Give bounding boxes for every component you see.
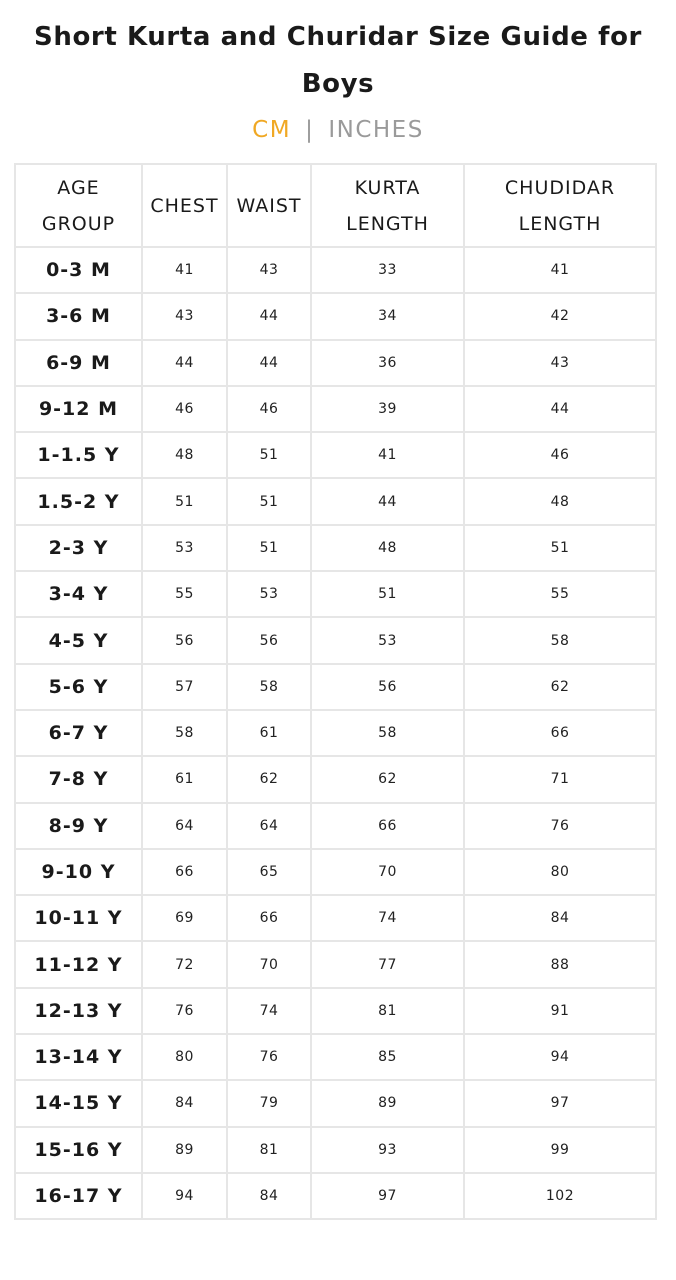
waist-cell: 53	[227, 571, 311, 617]
waist-cell: 62	[227, 756, 311, 802]
table-row	[15, 849, 656, 895]
chudidar-length-cell: 55	[464, 571, 656, 617]
kurta-length-cell: 58	[311, 710, 464, 756]
kurta-length-cell: 44	[311, 478, 464, 524]
chudidar-length-cell: 76	[464, 803, 656, 849]
chudidar-length-cell: 48	[464, 478, 656, 524]
table-row	[15, 988, 656, 1034]
chest-cell: 66	[142, 849, 227, 895]
chudidar-length-cell: 91	[464, 988, 656, 1034]
chest-cell: 76	[142, 988, 227, 1034]
table-row	[15, 617, 656, 663]
age-group-cell: 6-9 M	[15, 340, 142, 386]
kurta-length-cell: 81	[311, 988, 464, 1034]
chest-cell: 55	[142, 571, 227, 617]
chest-cell: 89	[142, 1127, 227, 1173]
age-group-cell: 5-6 Y	[15, 664, 142, 710]
age-group-cell: 1.5-2 Y	[15, 478, 142, 524]
age-group-cell: 2-3 Y	[15, 525, 142, 571]
age-group-cell: 15-16 Y	[15, 1127, 142, 1173]
age-group-cell: 0-3 M	[15, 247, 142, 293]
table-row	[15, 432, 656, 478]
age-group-cell: 7-8 Y	[15, 756, 142, 802]
age-group-cell: 9-12 M	[15, 386, 142, 432]
chudidar-length-cell: 84	[464, 895, 656, 941]
waist-cell: 74	[227, 988, 311, 1034]
table-row	[15, 895, 656, 941]
waist-cell: 51	[227, 478, 311, 524]
table-body	[15, 247, 656, 1219]
kurta-length-cell: 97	[311, 1173, 464, 1219]
chest-cell: 58	[142, 710, 227, 756]
table-row	[15, 756, 656, 802]
waist-cell: 46	[227, 386, 311, 432]
kurta-length-cell: 36	[311, 340, 464, 386]
age-group-cell: 12-13 Y	[15, 988, 142, 1034]
waist-cell: 70	[227, 941, 311, 987]
kurta-length-cell: 77	[311, 941, 464, 987]
chudidar-length-cell: 94	[464, 1034, 656, 1080]
waist-cell: 51	[227, 525, 311, 571]
waist-cell: 81	[227, 1127, 311, 1173]
waist-cell: 76	[227, 1034, 311, 1080]
chudidar-length-cell: 44	[464, 386, 656, 432]
waist-cell: 56	[227, 617, 311, 663]
kurta-length-cell: 62	[311, 756, 464, 802]
page-title: Short Kurta and Churidar Size Guide for Boys	[34, 22, 642, 99]
age-group-cell: 14-15 Y	[15, 1080, 142, 1126]
chudidar-length-cell: 41	[464, 247, 656, 293]
table-header-row	[15, 164, 656, 247]
chudidar-length-cell: 58	[464, 617, 656, 663]
unit-toggle	[0, 112, 676, 148]
table-header	[15, 164, 656, 247]
chudidar-length-cell: 66	[464, 710, 656, 756]
chest-cell: 46	[142, 386, 227, 432]
kurta-length-cell: 56	[311, 664, 464, 710]
kurta-length-cell: 89	[311, 1080, 464, 1126]
waist-cell: 66	[227, 895, 311, 941]
waist-cell: 44	[227, 293, 311, 339]
waist-cell: 65	[227, 849, 311, 895]
table-row	[15, 803, 656, 849]
kurta-length-cell: 66	[311, 803, 464, 849]
table-row	[15, 710, 656, 756]
kurta-length-cell: 34	[311, 293, 464, 339]
chest-cell: 43	[142, 293, 227, 339]
age-group-cell: 10-11 Y	[15, 895, 142, 941]
kurta-length-cell: 93	[311, 1127, 464, 1173]
age-group-cell: 11-12 Y	[15, 941, 142, 987]
waist-cell: 79	[227, 1080, 311, 1126]
age-group-cell: 6-7 Y	[15, 710, 142, 756]
header-age-group: AGE GROUP	[15, 164, 142, 247]
chest-cell: 57	[142, 664, 227, 710]
chest-cell: 61	[142, 756, 227, 802]
waist-cell: 58	[227, 664, 311, 710]
kurta-length-cell: 70	[311, 849, 464, 895]
age-group-cell: 4-5 Y	[15, 617, 142, 663]
chudidar-length-cell: 42	[464, 293, 656, 339]
kurta-length-cell: 74	[311, 895, 464, 941]
chudidar-length-cell: 51	[464, 525, 656, 571]
kurta-length-cell: 51	[311, 571, 464, 617]
age-group-cell: 3-4 Y	[15, 571, 142, 617]
waist-cell: 44	[227, 340, 311, 386]
waist-cell: 51	[227, 432, 311, 478]
header-chest: CHEST	[142, 164, 227, 247]
kurta-length-cell: 48	[311, 525, 464, 571]
chest-cell: 72	[142, 941, 227, 987]
table-row	[15, 941, 656, 987]
chest-cell: 51	[142, 478, 227, 524]
table-row	[15, 478, 656, 524]
chudidar-length-cell: 80	[464, 849, 656, 895]
chest-cell: 69	[142, 895, 227, 941]
table-row	[15, 386, 656, 432]
age-group-cell: 13-14 Y	[15, 1034, 142, 1080]
chest-cell: 80	[142, 1034, 227, 1080]
chest-cell: 41	[142, 247, 227, 293]
table-row	[15, 664, 656, 710]
unit-separator: |	[305, 117, 315, 143]
table-row	[15, 1034, 656, 1080]
chest-cell: 48	[142, 432, 227, 478]
kurta-length-cell: 41	[311, 432, 464, 478]
table-row	[15, 340, 656, 386]
chudidar-length-cell: 43	[464, 340, 656, 386]
age-group-cell: 3-6 M	[15, 293, 142, 339]
table-row	[15, 293, 656, 339]
age-group-cell: 9-10 Y	[15, 849, 142, 895]
age-group-cell: 1-1.5 Y	[15, 432, 142, 478]
header-waist: WAIST	[227, 164, 311, 247]
kurta-length-cell: 85	[311, 1034, 464, 1080]
chudidar-length-cell: 97	[464, 1080, 656, 1126]
chest-cell: 56	[142, 617, 227, 663]
chudidar-length-cell: 46	[464, 432, 656, 478]
chudidar-length-cell: 102	[464, 1173, 656, 1219]
waist-cell: 84	[227, 1173, 311, 1219]
header-chudidar-length: CHUDIDAR LENGTH	[464, 164, 656, 247]
chudidar-length-cell: 62	[464, 664, 656, 710]
chest-cell: 94	[142, 1173, 227, 1219]
kurta-length-cell: 33	[311, 247, 464, 293]
chest-cell: 64	[142, 803, 227, 849]
age-group-cell: 16-17 Y	[15, 1173, 142, 1219]
chest-cell: 44	[142, 340, 227, 386]
table-row	[15, 525, 656, 571]
kurta-length-cell: 39	[311, 386, 464, 432]
kurta-length-cell: 53	[311, 617, 464, 663]
size-chart-table	[14, 163, 657, 1220]
chudidar-length-cell: 71	[464, 756, 656, 802]
table-row	[15, 1127, 656, 1173]
table-row	[15, 247, 656, 293]
table-row	[15, 1173, 656, 1219]
unit-inches-tab[interactable]: INCHES	[328, 117, 424, 143]
chudidar-length-cell: 88	[464, 941, 656, 987]
table-row	[15, 1080, 656, 1126]
waist-cell: 61	[227, 710, 311, 756]
age-group-cell: 8-9 Y	[15, 803, 142, 849]
waist-cell: 64	[227, 803, 311, 849]
table-row	[15, 571, 656, 617]
unit-cm-tab[interactable]: CM	[252, 117, 292, 143]
chudidar-length-cell: 99	[464, 1127, 656, 1173]
waist-cell: 43	[227, 247, 311, 293]
chest-cell: 53	[142, 525, 227, 571]
header-kurta-length: KURTA LENGTH	[311, 164, 464, 247]
chest-cell: 84	[142, 1080, 227, 1126]
